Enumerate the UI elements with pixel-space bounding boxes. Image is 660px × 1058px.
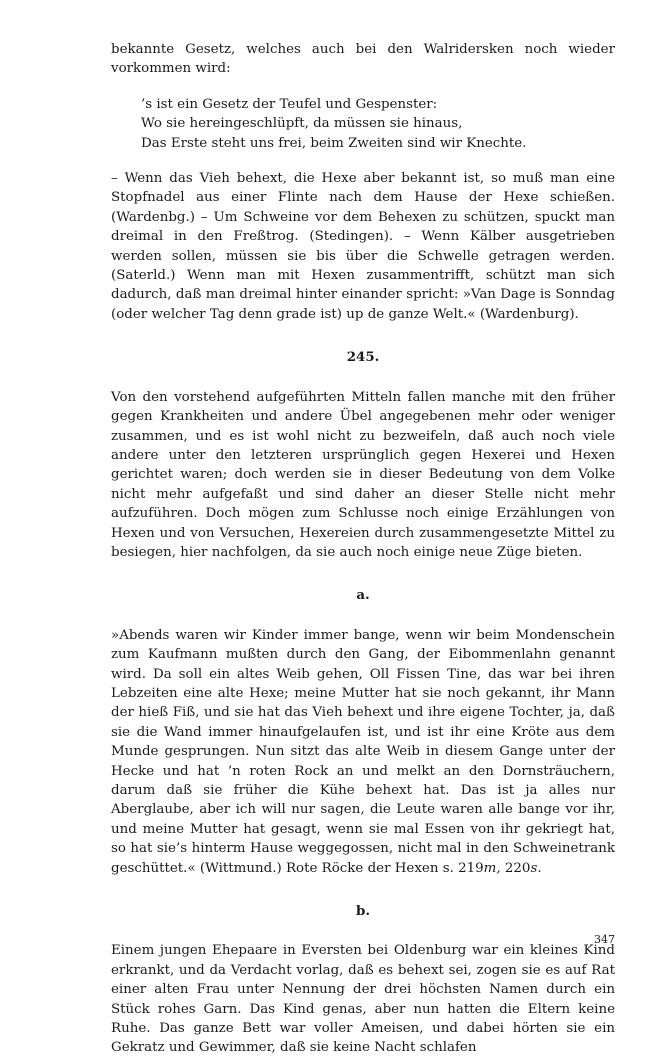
page-number: 347 xyxy=(594,933,615,946)
subsection-a-text: »Abends waren wir Kinder immer bange, wenn wir beim Mondenschein zum Kaufmann mußten durch den Gang, der Eibommenlahn genannt wird. Da soll ein altes Weib gehen, Oll Fissen Tine, das war bei ihren Lebzeiten eine alte Hexe; meine Mutter hat sie noch gekannt, ihr Mann der hieß Fiß, und sie hat das Vieh behext und ihre eigene Tochter, ja, daß sie die Wand immer hinaufgelaufen ist, und ist ihr eine Kröte aus dem Munde gesprungen. Nun sitzt das alte Weib in diesem Gange unter der Hecke und hat ’n roten Rock an und melkt an den Dornsträuchern, darum daß sie früher die Kühe behext hat. Das ist ja alles nur Aberglaube, aber ich will nur sagen, die Leute waren alle bange vor ihr, und meine Mutter hat gesagt, wenn sie mal Essen von ihr gekriegt hat, so hat sie’s hinterm Hause weggegossen, nicht mal in den Schweinetrank geschüttet.« (Wittmund.) Rote Röcke der Hexen s. 219 xyxy=(111,627,615,876)
verse-line: Das Erste steht uns frei, beim Zweiten sind wir Knechte. xyxy=(141,135,527,151)
page-body xyxy=(111,40,615,1058)
section-number-heading: 245. xyxy=(346,349,380,366)
intro-paragraph: bekannte Gesetz, welches auch bei den Walridersken noch wieder vorkommen wird: xyxy=(111,42,615,77)
subsection-a-heading: a. xyxy=(356,587,370,604)
verse-line: Wo sie hereingeschlüpft, da müssen sie hinaus, xyxy=(141,116,463,132)
reference-end: . xyxy=(537,860,542,876)
section-paragraph: Von den vorstehend aufgeführten Mitteln fallen manche mit den früher gegen Krankheiten und andere Übel angegebenen mehr oder weniger zusammen, und es ist wohl nicht zu bezweifeln, daß auch noch viele andere unter den letzteren ursprünglich gegen Hexerei und Hexen gerichtet waren; doch werden sie in dieser Bedeutung von dem Volke nicht mehr aufgefaßt und sind daher an dieser Stelle nicht mehr aufzuführen. Doch mögen zum Schlusse noch einige Erzählungen von Hexen und von Versuchen, Hexereien durch zusammengesetzte Mittel zu besiegen, hier nachfolgen, da sie auch noch einige neue Züge bieten. xyxy=(111,389,615,560)
subsection-a-paragraph xyxy=(111,626,615,878)
subsection-b-heading: b. xyxy=(355,903,371,920)
verse-line: ’s ist ein Gesetz der Teufel und Gespenster: xyxy=(141,96,438,112)
paragraph-after-verse: – Wenn das Vieh behext, die Hexe aber bekannt ist, so muß man eine Stopfnadel aus einer Flinte nach dem Hause der Hexe schießen. (Wardenbg.) – Um Schweine vor dem Behexen zu schützen, spuckt man dreimal in den Freßtrog. (Stedingen). – Wenn Kälber ausgetrieben werden sollen, müssen sie bis über die Schwelle getragen werden. (Saterld.) Wenn man mit Hexen zusammentrifft, schützt man sich dadurch, daß man dreimal hinter einander spricht: »Van Dage is Sonndag (oder welcher Tag denn grade ist) up de ganze Welt.« (Wardenburg). xyxy=(111,171,615,322)
reference-number: 220 xyxy=(500,860,531,876)
reference-m: m, xyxy=(483,860,501,876)
verse-block xyxy=(141,95,615,153)
reference-s: s xyxy=(530,860,538,876)
subsection-b-paragraph: Einem jungen Ehepaare in Eversten bei Oldenburg war ein kleines Kind erkrankt, und da Verdacht vorlag, daß es behext sei, zogen sie es auf Rat einer alten Frau unter Nennung der drei höchsten Namen durch ein Stück rohes Garn. Das Kind genas, aber nun hatten die Eltern keine Ruhe. Das ganze Bett war voller Ameisen, und dabei hörten sie ein Gekratz und Gewimmer, daß sie keine Nacht schlafen xyxy=(111,943,615,1056)
